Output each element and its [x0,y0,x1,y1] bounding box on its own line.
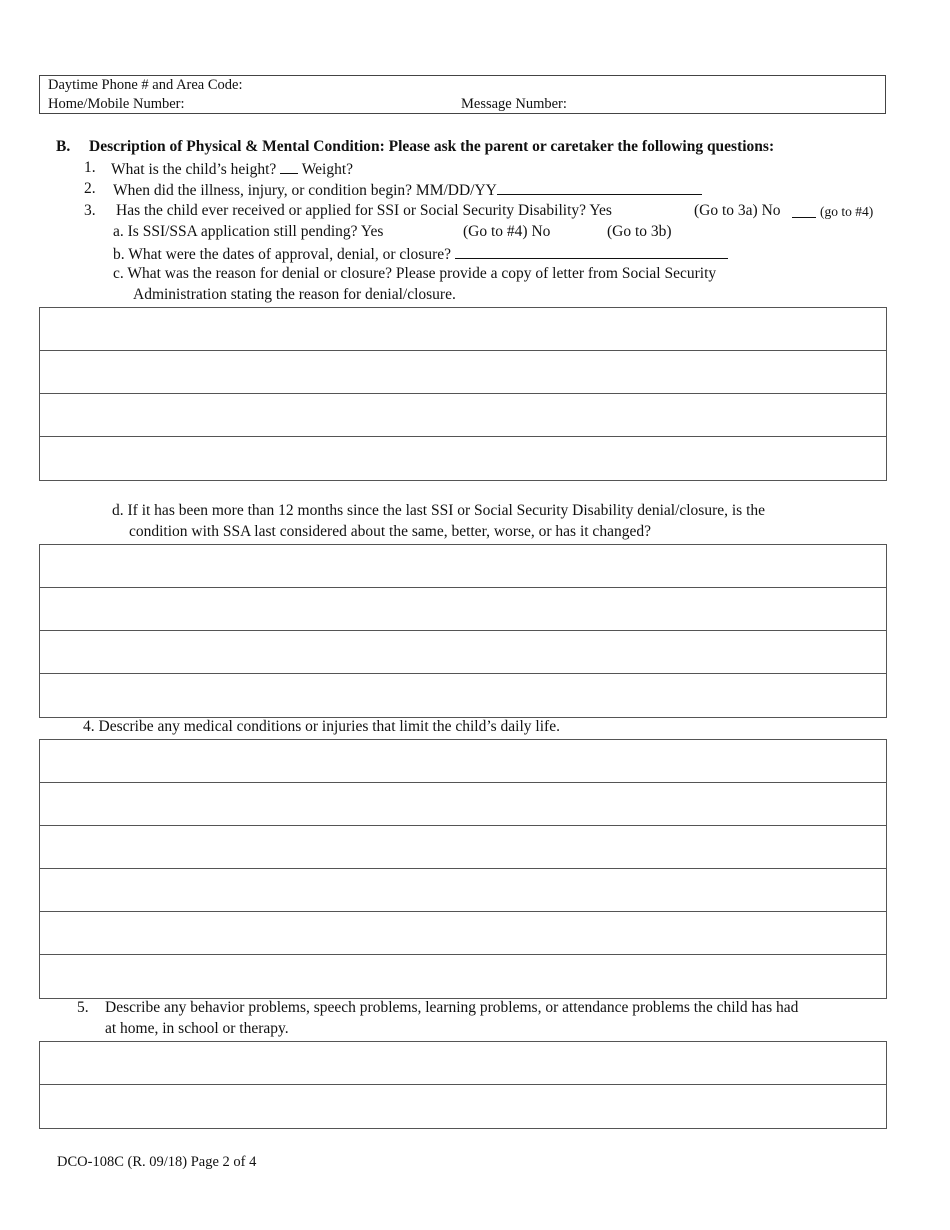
q1-number: 1. [84,159,96,176]
daytime-phone-label: Daytime Phone # and Area Code: [48,77,243,93]
q3a-goto-4: (Go to #4) No [463,223,551,240]
q3d-label-line1: d. If it has been more than 12 months since the last SSI or Social Security Disability denial/closure, is the [112,502,766,519]
q3-label: Has the child ever received or applied for SSI or Social Security Disability? Yes [116,202,612,219]
q5-label-line2: at home, in school or therapy. [105,1020,289,1037]
answer-line[interactable] [40,740,886,783]
section-b-letter: B. [56,138,71,155]
message-number-label: Message Number: [461,96,567,112]
q3d-label-line2: condition with SSA last considered about the same, better, worse, or has it changed? [129,523,651,540]
q3c-answer-box[interactable] [39,307,887,481]
q4-label: 4. Describe any medical conditions or injuries that limit the child’s daily life. [83,718,560,735]
answer-line[interactable] [40,955,886,998]
q5-label-line1: Describe any behavior problems, speech problems, learning problems, or attendance problems the child has had [105,999,799,1016]
answer-line[interactable] [40,826,886,869]
answer-line[interactable] [40,912,886,955]
answer-line[interactable] [40,783,886,826]
q5-answer-box[interactable] [39,1041,887,1129]
answer-line[interactable] [40,674,886,717]
q3-goto-4: (go to #4) [820,204,874,219]
answer-line[interactable] [40,1085,886,1128]
q3d-answer-box[interactable] [39,544,887,718]
q3a-goto-3b: (Go to 3b) [607,223,672,240]
q3b-label: b. What were the dates of approval, denial, or closure? [113,246,451,263]
section-b-title: Description of Physical & Mental Condition: Please ask the parent or caretaker the following questions: [89,138,775,155]
q1-row [111,159,353,179]
answer-line[interactable] [40,437,886,480]
q3-number: 3. [84,202,96,219]
contact-box [39,75,886,114]
form-footer-id: DCO-108C (R. 09/18) Page 2 of 4 [57,1154,257,1170]
answer-line[interactable] [40,545,886,588]
answer-line[interactable] [40,394,886,437]
q3c-label-line2: Administration stating the reason for denial/closure. [133,286,456,303]
q3b-row [113,244,728,264]
q2-label: When did the illness, injury, or condition begin? MM/DD/YY [113,182,497,199]
answer-line[interactable] [40,1042,886,1085]
q4-answer-box[interactable] [39,739,887,999]
q3-no-field[interactable] [792,203,816,218]
answer-line[interactable] [40,631,886,674]
height-field[interactable] [280,159,298,174]
q3a-label: a. Is SSI/SSA application still pending? Yes [113,223,384,240]
approval-dates-field[interactable] [455,244,728,259]
q5-number: 5. [77,999,89,1016]
condition-begin-date-field[interactable] [497,180,702,195]
q3c-label-line1: c. What was the reason for denial or closure? Please provide a copy of letter from Social Security [113,265,717,282]
answer-line[interactable] [40,869,886,912]
q1-height-label: What is the child’s height? [111,161,277,178]
answer-line[interactable] [40,308,886,351]
home-mobile-label: Home/Mobile Number: [48,96,185,112]
q2-number: 2. [84,180,96,197]
q1-weight-label: Weight? [301,161,354,178]
answer-line[interactable] [40,351,886,394]
answer-line[interactable] [40,588,886,631]
q3-goto-3a: (Go to 3a) No [694,202,781,219]
q2-row [113,180,702,200]
